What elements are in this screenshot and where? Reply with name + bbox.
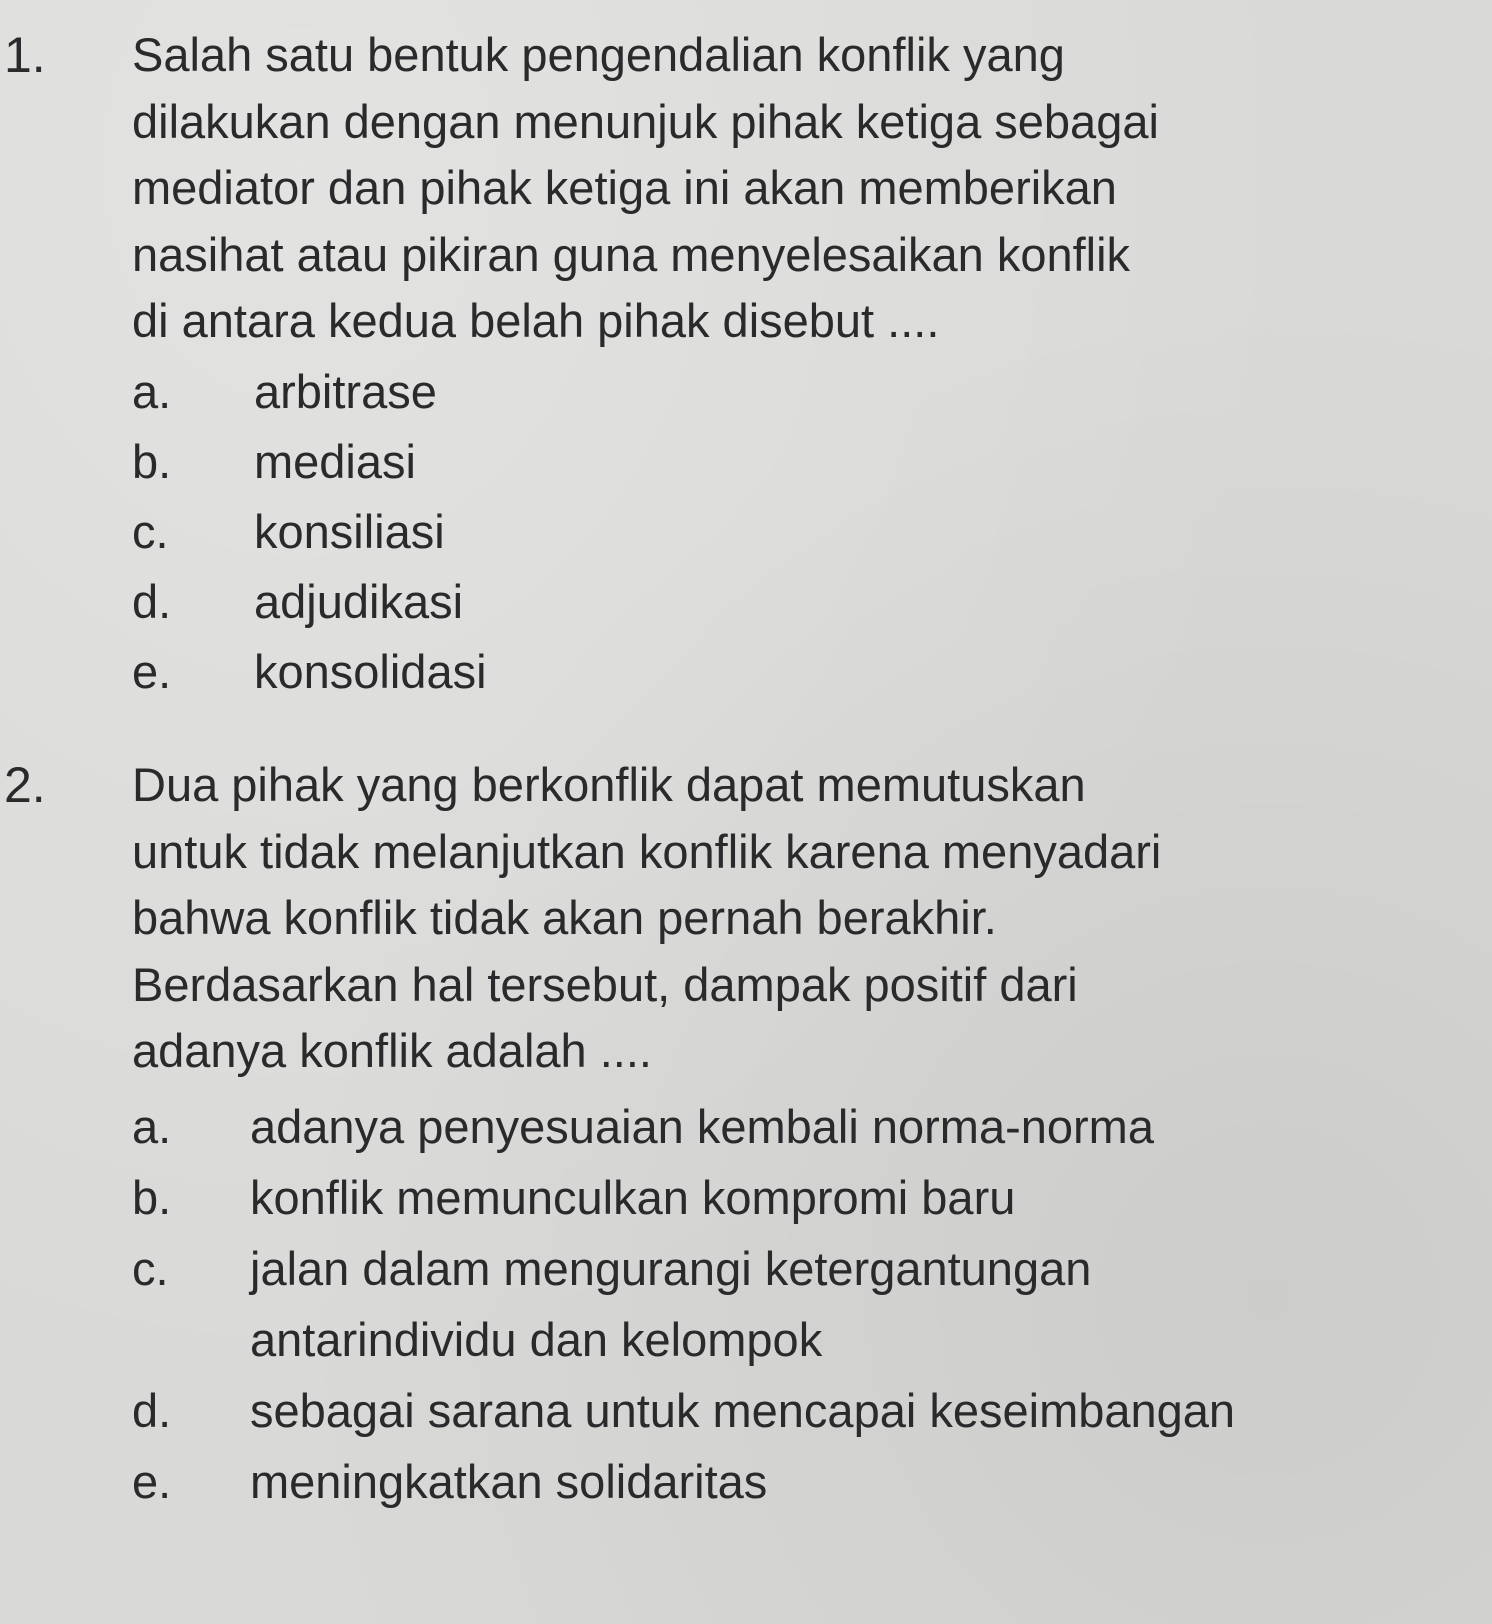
question-number: 2. [4,757,46,813]
answer-option-a [132,357,1492,427]
option-text: mediasi [254,434,416,488]
option-text: adjudikasi [254,574,464,628]
question-text [132,752,1422,1085]
option-letter: a. [132,1099,172,1153]
question-text [132,22,1422,355]
question-text-line: di antara kedua belah pihak disebut .... [132,294,940,347]
question-number: 1. [4,27,46,83]
option-text: sebagai sarana untuk mencapai keseimbangan [250,1383,1236,1437]
question-text-line: untuk tidak melanjutkan konflik karena menyadari [132,824,1162,878]
question-text-line: adanya konflik adalah .... [132,1024,652,1077]
option-text: konsolidasi [254,644,487,698]
option-letter: c. [132,504,169,558]
answer-options [132,357,1492,707]
answer-option-c-continuation [250,1304,1492,1375]
option-letter: b. [132,434,172,488]
option-letter: e. [132,1454,172,1508]
question-1 [0,22,1492,707]
answer-option-b [132,427,1492,497]
question-text-line: Dua pihak yang berkonflik dapat memutuskan [132,758,1086,811]
option-letter: c. [132,1241,169,1295]
option-letter: a. [132,364,172,418]
answer-option-a [132,1091,1492,1162]
option-letter: d. [132,574,172,628]
question-text-line: bahwa konflik tidak akan pernah berakhir. [132,891,997,944]
option-text: konsiliasi [254,504,445,558]
answer-option-d [132,567,1492,637]
answer-option-b [132,1162,1492,1233]
question-text-line: Berdasarkan hal tersebut, dampak positif dari [132,957,1078,1011]
question-text-line: Salah satu bentuk pengendalian konflik yang [132,28,1065,81]
option-text: konflik memunculkan kompromi baru [250,1170,1016,1224]
option-letter: b. [132,1170,172,1224]
answer-option-d [132,1375,1492,1446]
option-text: adanya penyesuaian kembali norma-norma [250,1099,1154,1153]
option-text: arbitrase [254,364,437,418]
answer-option-c [132,497,1492,567]
option-text: antarindividu dan kelompok [250,1312,823,1366]
question-text-line: dilakukan dengan menunjuk pihak ketiga sebagai [132,94,1159,148]
question-text-line: mediator dan pihak ketiga ini akan memberikan [132,161,1117,214]
question-text-line: nasihat atau pikiran guna menyelesaikan konflik [132,227,1131,281]
answer-options [132,1091,1492,1517]
option-letter: d. [132,1383,172,1437]
option-text: meningkatkan solidaritas [250,1454,768,1508]
answer-option-c [132,1233,1492,1304]
answer-option-e [132,637,1492,707]
option-letter: e. [132,644,172,698]
option-text: jalan dalam mengurangi ketergantungan [250,1241,1092,1295]
question-2 [0,752,1492,1517]
answer-option-e [132,1446,1492,1517]
